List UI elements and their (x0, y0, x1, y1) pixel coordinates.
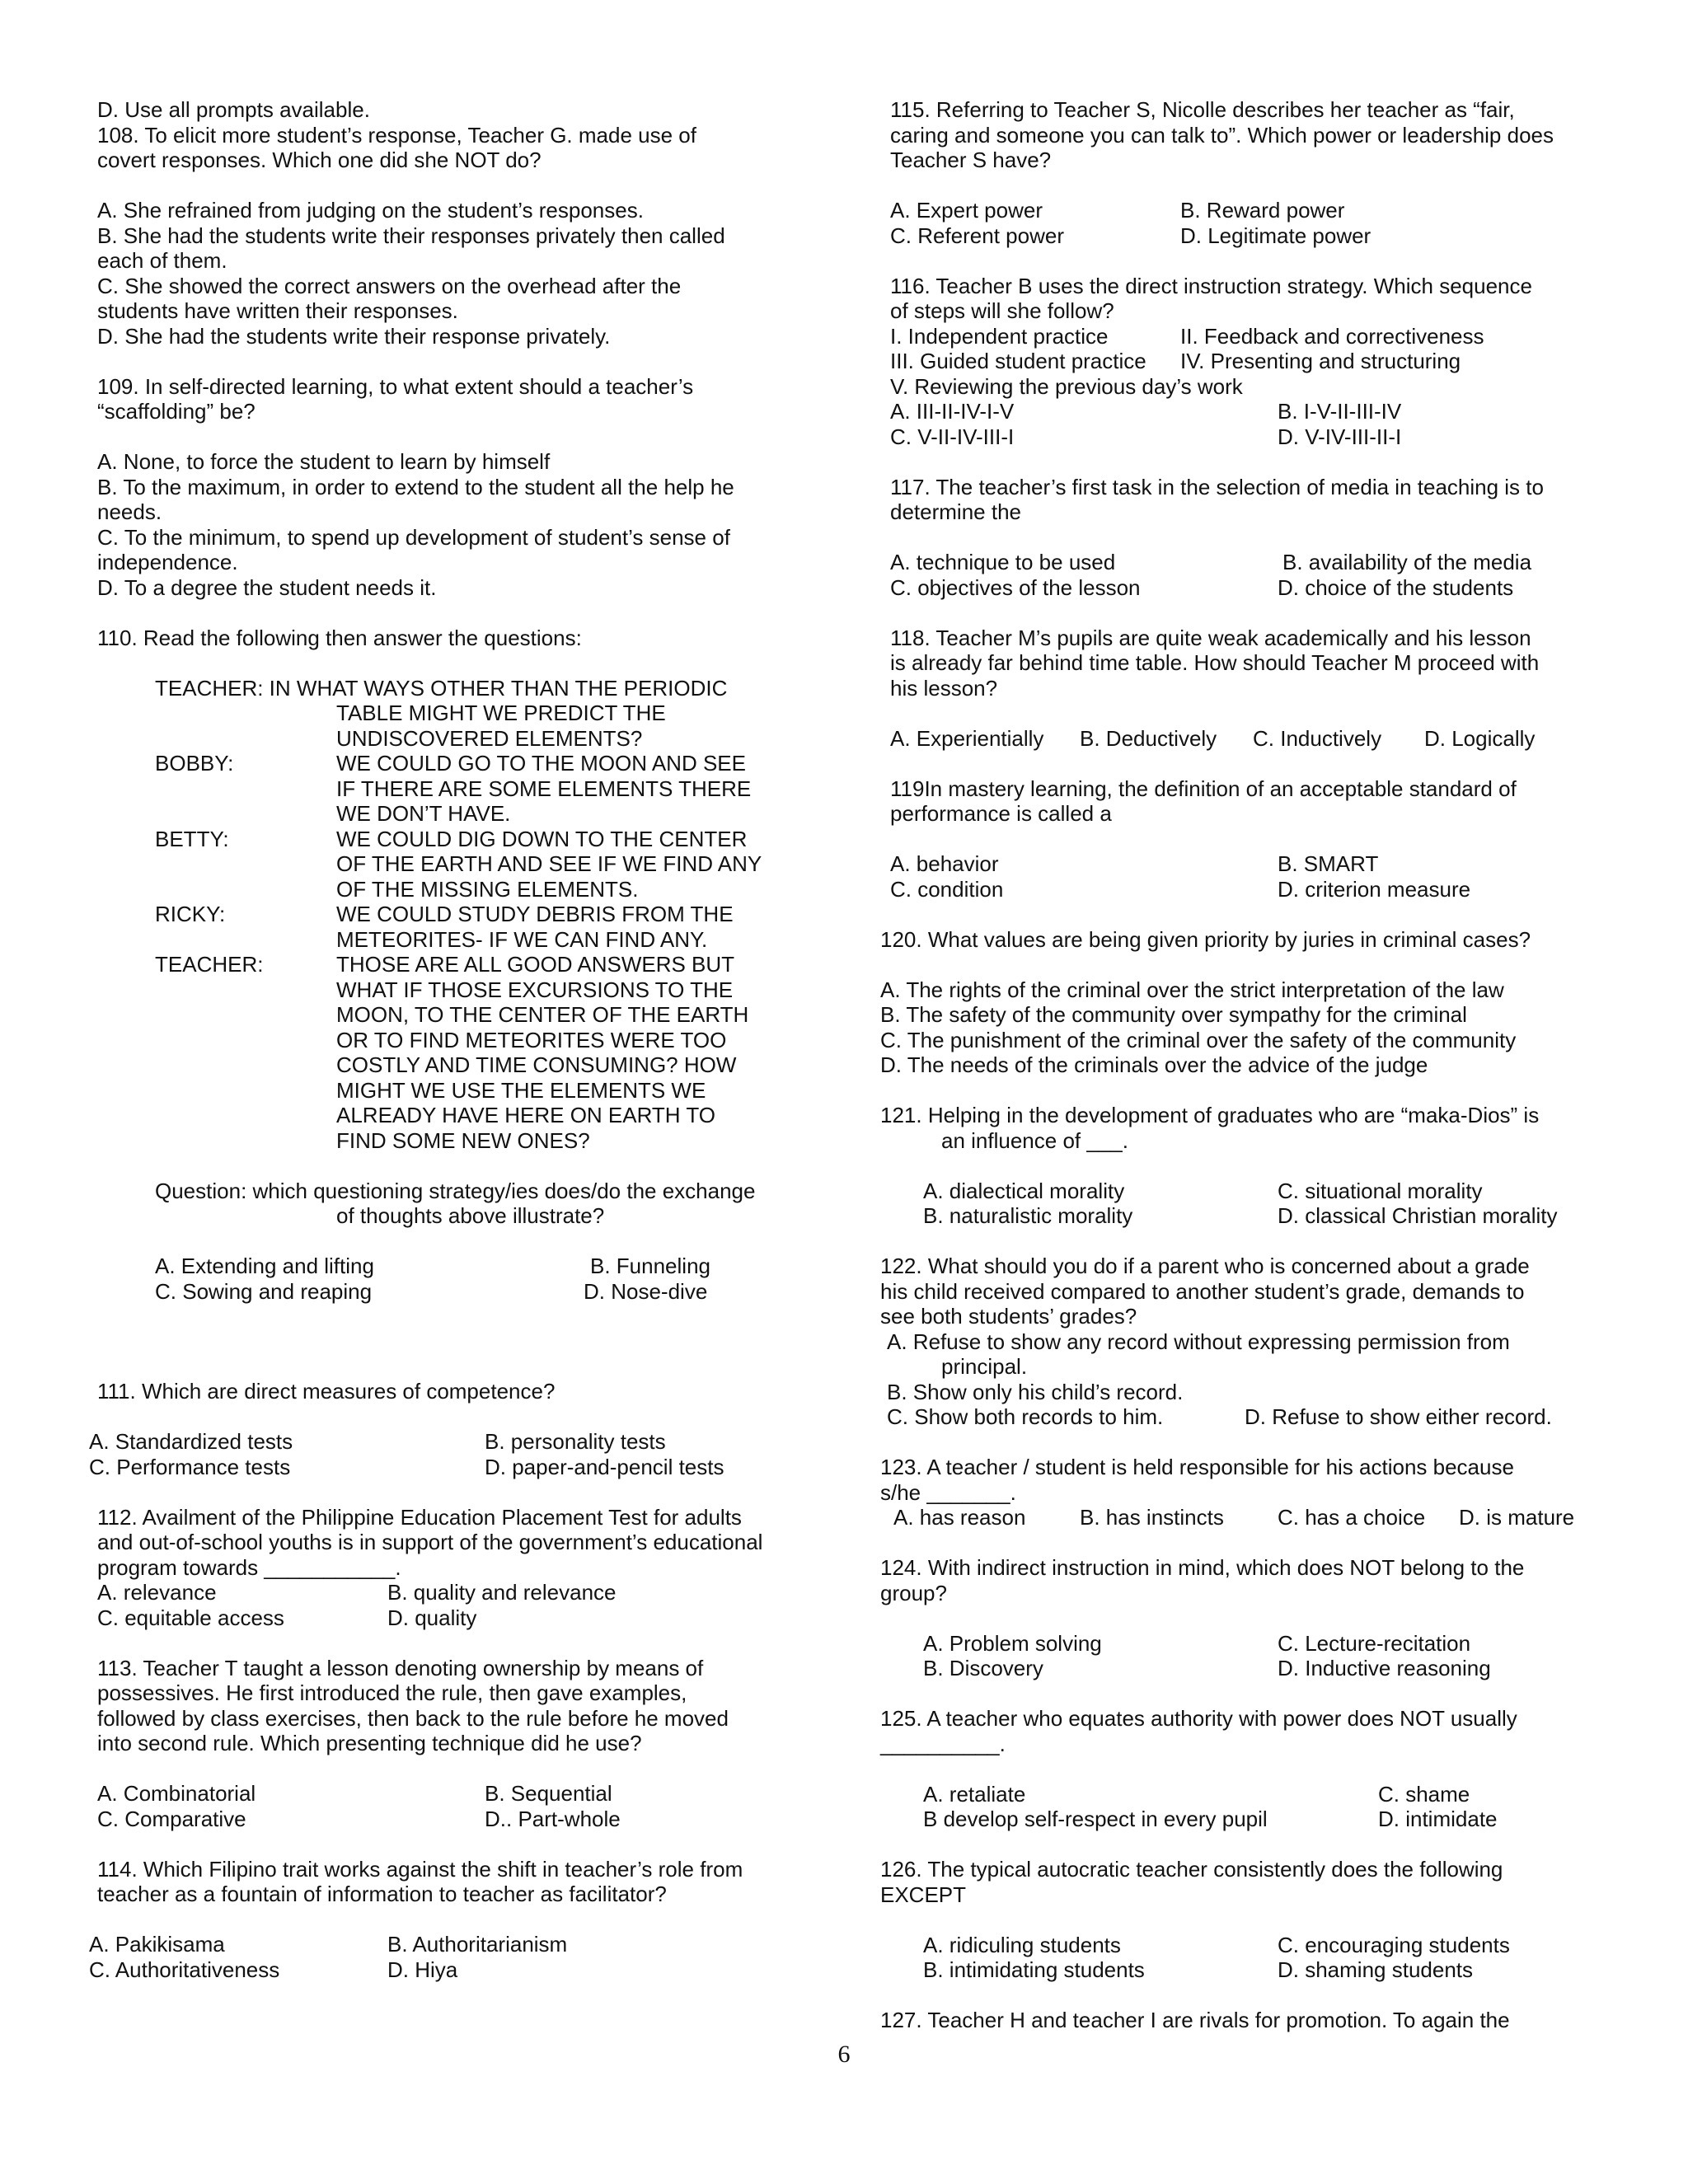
q123-option-c: C. has a choice (1278, 1505, 1426, 1530)
question-124 (880, 1555, 1606, 1681)
q122-option-d: D. Refuse to show either record. (1245, 1404, 1552, 1429)
q122-option-b: B. Show only his child’s record. (887, 1379, 1184, 1404)
q120-option: A. The rights of the criminal over the strict interpretation of the law (880, 977, 1504, 1002)
q111-option-d: D. paper-and-pencil tests (485, 1454, 724, 1479)
q125-line: 125. A teacher who equates authority with power does NOT usually (880, 1706, 1517, 1731)
q115-option-d: D. Legitimate power (1180, 223, 1372, 248)
dialogue-line: FIND SOME NEW ONES? (336, 1127, 590, 1153)
q125-option-b: B develop self-respect in every pupil (923, 1807, 1268, 1831)
dialogue-line: MIGHT WE USE THE ELEMENTS WE (336, 1077, 706, 1103)
q111-option-a: A. Standardized tests (89, 1429, 293, 1454)
q112-option-d: D. quality (387, 1605, 477, 1630)
q112-line: and out-of-school youths is in support of the government’s educational (97, 1530, 763, 1554)
q122-line: his child received compared to another student’s grade, demands to (880, 1278, 1525, 1304)
q119-line: performance is called a (890, 801, 1112, 826)
q115-option-c: C. Referent power (890, 223, 1064, 248)
q116-option-d: D. V-IV-III-II-I (1278, 424, 1402, 449)
question-115 (880, 97, 1606, 248)
question-125 (880, 1706, 1606, 1832)
q118-line: his lesson? (890, 675, 998, 701)
q113-line: 113. Teacher T taught a lesson denoting ownership by means of (97, 1655, 704, 1680)
q119-line: 119In mastery learning, the definition of an acceptable standard of (890, 776, 1517, 801)
question-111 (89, 1379, 823, 1479)
q120-option: C. The punishment of the criminal over the safety of the community (880, 1027, 1517, 1052)
question-122 (880, 1254, 1606, 1430)
q124-option-c: C. Lecture-recitation (1278, 1630, 1471, 1656)
q126-option-c: C. encouraging students (1278, 1932, 1510, 1957)
q121-option-b: B. naturalistic morality (923, 1203, 1133, 1228)
dialogue-speaker: TEACHER: IN WHAT WAYS OTHER THAN THE PERIODIC (155, 675, 728, 701)
question-120 (880, 927, 1606, 1078)
dialogue-line: OF THE EARTH AND SEE IF WE FIND ANY (336, 851, 762, 876)
q113-line: followed by class exercises, then back to the rule before he moved (97, 1705, 729, 1731)
dialogue-line: THOSE ARE ALL GOOD ANSWERS BUT (336, 952, 735, 977)
q116-option-c: C. V-II-IV-III-I (890, 424, 1015, 449)
q124-line: 124. With indirect instruction in mind, which does NOT belong to the (880, 1555, 1525, 1580)
q119-option-a: A. behavior (890, 851, 999, 876)
q109-option: needs. (97, 499, 162, 524)
q113-option-d: D.. Part-whole (485, 1806, 621, 1831)
q116-step: IV. Presenting and structuring (1180, 349, 1461, 373)
q116-line: of steps will she follow? (890, 298, 1114, 323)
q126-line: EXCEPT (880, 1882, 967, 1907)
q112-option-c: C. equitable access (97, 1605, 284, 1630)
dialogue-line: OF THE MISSING ELEMENTS. (336, 876, 639, 902)
q116-step: V. Reviewing the previous day’s work (890, 373, 1243, 399)
q110-question: of thoughts above illustrate? (336, 1203, 605, 1228)
q109-option: B. To the maximum, in order to extend to the student all the help he (97, 474, 734, 499)
q116-step: I. Independent practice (890, 323, 1109, 349)
q116-option-a: A. III-II-IV-I-V (890, 399, 1015, 424)
q109-option: C. To the minimum, to spend up development of student’s sense of (97, 524, 730, 550)
q118-option-d: D. Logically (1424, 725, 1536, 751)
q119-option-b: B. SMART (1278, 851, 1379, 876)
q108-option: A. She refrained from judging on the student’s responses. (97, 198, 644, 223)
q117-line: determine the (890, 499, 1021, 524)
q113-line: into second rule. Which presenting technique did he use? (97, 1731, 642, 1755)
q115-line: caring and someone you can talk to”. Which power or leadership does (890, 122, 1554, 148)
q109-line: 109. In self-directed learning, to what extent should a teacher’s (97, 373, 694, 399)
q115-line: 115. Referring to Teacher S, Nicolle describes her teacher as “fair, (890, 97, 1515, 122)
dialogue-line: WE COULD GO TO THE MOON AND SEE (336, 751, 746, 776)
question-110 (97, 626, 823, 1305)
q117-option-a: A. technique to be used (890, 550, 1116, 574)
q114-option-c: C. Authoritativeness (89, 1957, 280, 1982)
q119-option-d: D. criterion measure (1278, 876, 1471, 902)
q124-option-a: A. Problem solving (923, 1630, 1102, 1656)
q108-line: 108. To elicit more student’s response, Teacher G. made use of (97, 122, 696, 148)
q108-line: covert responses. Which one did she NOT do? (97, 148, 542, 172)
q123-line: 123. A teacher / student is held responsible for his actions because (880, 1455, 1514, 1479)
q124-line: group? (880, 1580, 947, 1605)
q115-option-b: B. Reward power (1180, 198, 1345, 223)
page-number: 6 (837, 2041, 851, 2068)
q123-line: s/he _______. (880, 1479, 1016, 1505)
dialogue-line: WE COULD DIG DOWN TO THE CENTER (336, 826, 748, 851)
dialogue-line: TABLE MIGHT WE PREDICT THE (336, 701, 666, 725)
left-column (89, 97, 823, 1982)
q108-option: C. She showed the correct answers on the overhead after the (97, 273, 682, 298)
q117-line: 117. The teacher’s first task in the selection of media in teaching is to (890, 474, 1544, 499)
q122-line: 122. What should you do if a parent who is concerned about a grade (880, 1254, 1530, 1278)
q118-option-a: A. Experientially (890, 725, 1044, 751)
q118-option-b: B. Deductively (1080, 725, 1217, 751)
dialogue-line: METEORITES- IF WE CAN FIND ANY. (336, 926, 708, 952)
q110-option-a: A. Extending and lifting (155, 1254, 374, 1278)
q126-option-d: D. shaming students (1278, 1957, 1474, 1982)
q116-line: 116. Teacher B uses the direct instruction strategy. Which sequence (890, 273, 1532, 298)
dialogue-line: MOON, TO THE CENTER OF THE EARTH (336, 1002, 749, 1027)
question-116 (880, 274, 1606, 450)
q114-line: teacher as a fountain of information to teacher as facilitator? (97, 1882, 667, 1906)
q108-option: D. She had the students write their response privately. (97, 323, 611, 349)
q121-line: 121. Helping in the development of graduates who are “maka-Dios” is (880, 1103, 1540, 1127)
q125-line: __________. (880, 1731, 1006, 1756)
q114-option-a: A. Pakikisama (89, 1932, 225, 1957)
q110-question: Question: which questioning strategy/ies does/do the exchange (155, 1178, 756, 1203)
q110-option-c: C. Sowing and reaping (155, 1278, 373, 1304)
q119-option-c: C. condition (890, 876, 1004, 902)
q117-option-d: D. choice of the students (1278, 574, 1514, 600)
q124-option-d: D. Inductive reasoning (1278, 1656, 1491, 1680)
question-121 (880, 1103, 1606, 1229)
dialogue-line: UNDISCOVERED ELEMENTS? (336, 725, 643, 751)
q122-line: see both students’ grades? (880, 1304, 1137, 1329)
q121-line: an influence of ___. (941, 1127, 1128, 1153)
q124-option-b: B. Discovery (923, 1656, 1043, 1680)
dialogue-line: IF THERE ARE SOME ELEMENTS THERE (336, 776, 752, 801)
dialogue-line: WE COULD STUDY DEBRIS FROM THE (336, 902, 734, 926)
q116-step: II. Feedback and correctiveness (1180, 323, 1484, 349)
q121-option-d: D. classical Christian morality (1278, 1203, 1558, 1228)
dialogue-line: WE DON’T HAVE. (336, 801, 511, 826)
q123-option-a: A. has reason (893, 1505, 1026, 1530)
dialogue-line: OR TO FIND METEORITES WERE TOO (336, 1027, 727, 1052)
q126-option-b: B. intimidating students (923, 1957, 1145, 1982)
q123-option-d: D. is mature (1459, 1505, 1575, 1530)
question-113 (97, 1656, 823, 1832)
q125-option-c: C. shame (1378, 1781, 1470, 1807)
dialogue-speaker: RICKY: (155, 902, 226, 926)
q108-option: each of them. (97, 248, 227, 273)
q111-option-b: B. personality tests (485, 1429, 666, 1454)
question-117 (880, 475, 1606, 601)
dialogue-speaker: TEACHER: (155, 952, 264, 977)
q122-option-c: C. Show both records to him. (887, 1404, 1164, 1429)
q113-option-c: C. Comparative (97, 1806, 246, 1831)
q127-line: 127. Teacher H and teacher I are rivals for promotion. To again the (880, 2008, 1510, 2032)
q110-option-d: D. Nose-dive (584, 1278, 708, 1304)
q118-line: is already far behind time table. How should Teacher M proceed with (890, 650, 1540, 675)
dialogue-speaker: BETTY: (155, 826, 229, 851)
dialogue-line: ALREADY HAVE HERE ON EARTH TO (336, 1103, 715, 1127)
q108-option: students have written their responses. (97, 298, 458, 323)
question-127 (880, 2008, 1606, 2033)
q121-option-c: C. situational morality (1278, 1178, 1483, 1203)
question-118 (880, 626, 1606, 752)
q122-option-a: A. Refuse to show any record without expressing permission from (887, 1329, 1510, 1354)
q112-line: program towards ___________. (97, 1554, 401, 1580)
question-126 (880, 1857, 1606, 1983)
q110-dialogue (155, 676, 831, 1305)
q118-line: 118. Teacher M’s pupils are quite weak academically and his lesson (890, 625, 1531, 650)
dialogue-speaker: BOBBY: (155, 751, 234, 776)
q114-line: 114. Which Filipino trait works against the shift in teacher’s role from (97, 1856, 743, 1882)
question-123 (880, 1455, 1606, 1530)
question-114 (89, 1856, 823, 1983)
right-column (880, 97, 1606, 2033)
q116-option-b: B. I-V-II-III-IV (1278, 399, 1402, 424)
q126-option-a: A. ridiculing students (923, 1932, 1121, 1957)
q107-option-d: D. Use all prompts available. (97, 97, 370, 122)
q113-option-a: A. Combinatorial (97, 1781, 256, 1806)
q113-line: possessives. He first introduced the rule, then gave examples, (97, 1680, 687, 1705)
question-119 (880, 776, 1606, 902)
dialogue-line: COSTLY AND TIME CONSUMING? HOW (336, 1052, 737, 1077)
q110-option-b: B. Funneling (590, 1254, 710, 1278)
q112-line: 112. Availment of the Philippine Education Placement Test for adults (97, 1504, 742, 1530)
q109-option: D. To a degree the student needs it. (97, 574, 437, 600)
q109-option: A. None, to force the student to learn by himself (97, 449, 551, 474)
q122-option-a: principal. (941, 1354, 1028, 1379)
q110-intro: 110. Read the following then answer the questions: (97, 625, 582, 650)
q108-option: B. She had the students write their responses privately then called (97, 223, 725, 248)
q109-option: independence. (97, 550, 238, 574)
q117-option-b: B. availability of the media (1282, 550, 1532, 574)
q115-option-a: A. Expert power (890, 198, 1043, 223)
question-108 (97, 123, 823, 349)
question-112 (97, 1505, 823, 1631)
question-109 (97, 374, 823, 601)
q126-line: 126. The typical autocratic teacher consistently does the following (880, 1857, 1503, 1882)
q120-line: 120. What values are being given priority by juries in criminal cases? (880, 926, 1531, 952)
q120-option: D. The needs of the criminals over the advice of the judge (880, 1052, 1428, 1077)
q113-option-b: B. Sequential (485, 1781, 612, 1806)
dialogue-line: WHAT IF THOSE EXCURSIONS TO THE (336, 977, 734, 1002)
q112-option-b: B. quality and relevance (387, 1580, 617, 1605)
q114-option-b: B. Authoritarianism (387, 1932, 568, 1957)
q116-step: III. Guided student practice (890, 349, 1146, 373)
q121-option-a: A. dialectical morality (923, 1178, 1125, 1203)
q125-option-a: A. retaliate (923, 1781, 1026, 1807)
q117-option-c: C. objectives of the lesson (890, 574, 1141, 600)
q123-option-b: B. has instincts (1080, 1505, 1224, 1530)
q120-option: B. The safety of the community over sympathy for the criminal (880, 1002, 1467, 1027)
q111-option-c: C. Performance tests (89, 1454, 291, 1479)
q115-line: Teacher S have? (890, 148, 1052, 172)
q112-option-a: A. relevance (97, 1580, 217, 1605)
q125-option-d: D. intimidate (1378, 1807, 1498, 1831)
q114-option-d: D. Hiya (387, 1957, 458, 1982)
q111-line: 111. Which are direct measures of competence? (97, 1379, 556, 1404)
q118-option-c: C. Inductively (1253, 725, 1382, 751)
q109-line: “scaffolding” be? (97, 399, 256, 424)
